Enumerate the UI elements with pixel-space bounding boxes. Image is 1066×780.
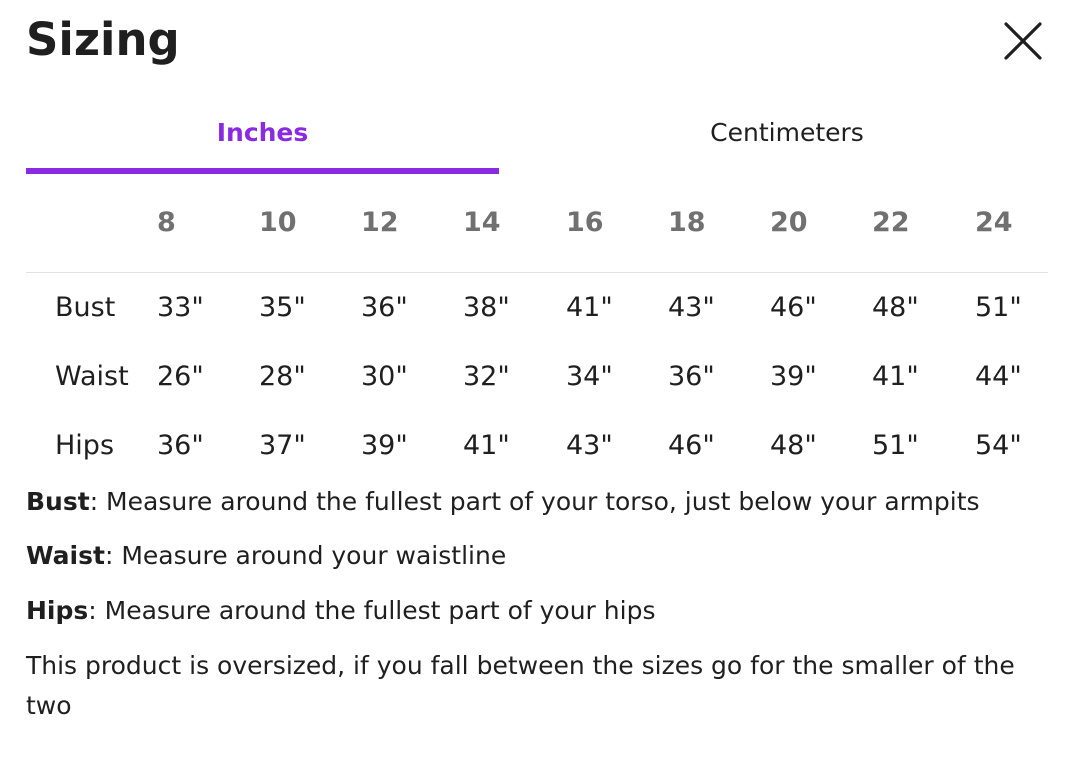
table-cell: 36": [361, 292, 408, 323]
table-cell: 46": [770, 292, 817, 323]
close-icon: [1002, 20, 1044, 62]
header-divider: [26, 272, 1048, 273]
table-cell: 43": [566, 430, 613, 461]
tab-inches[interactable]: Inches: [216, 118, 309, 147]
note-term: Bust: [26, 487, 90, 516]
table-cell: 26": [157, 361, 204, 392]
table-cell: 46": [668, 430, 715, 461]
note-term: Hips: [26, 596, 89, 625]
size-header-row: [0, 200, 1066, 246]
row-label: Hips: [55, 430, 115, 461]
note-waist: [26, 536, 506, 576]
close-button[interactable]: [1002, 20, 1044, 62]
table-cell: 38": [463, 292, 510, 323]
table-cell: 37": [259, 430, 306, 461]
row-label: Waist: [55, 361, 129, 392]
table-cell: 54": [975, 430, 1022, 461]
table-cell: 43": [668, 292, 715, 323]
table-cell: 34": [566, 361, 613, 392]
table-cell: 36": [157, 430, 204, 461]
note-oversized: This product is oversized, if you fall between the sizes go for the smaller of the two: [26, 651, 1015, 720]
table-cell: 41": [566, 292, 613, 323]
table-row-bust: [0, 286, 1066, 330]
note-term: Waist: [26, 541, 105, 570]
table-cell: 41": [872, 361, 919, 392]
table-row-waist: [0, 355, 1066, 399]
note-text: : Measure around the fullest part of your hips: [88, 596, 656, 625]
table-cell: 44": [975, 361, 1022, 392]
size-header-cell: 24: [975, 207, 1013, 238]
table-cell: 33": [157, 292, 204, 323]
table-cell: 41": [463, 430, 510, 461]
size-header-cell: 14: [463, 207, 501, 238]
size-header-cell: 18: [668, 207, 706, 238]
table-cell: 32": [463, 361, 510, 392]
size-header-cell: 8: [157, 207, 176, 238]
dialog-title: Sizing: [26, 13, 180, 66]
table-cell: 36": [668, 361, 715, 392]
tab-centimeters[interactable]: Centimeters: [710, 118, 864, 147]
table-cell: 30": [361, 361, 408, 392]
size-header-cell: 22: [872, 207, 910, 238]
size-header-cell: 20: [770, 207, 808, 238]
table-cell: 48": [872, 292, 919, 323]
table-cell: 51": [975, 292, 1022, 323]
note-text: : Measure around your waistline: [104, 541, 507, 570]
table-cell: 51": [872, 430, 919, 461]
table-cell: 39": [361, 430, 408, 461]
note-bust: [26, 482, 980, 522]
note-hips: [26, 591, 655, 631]
note-text: : Measure around the fullest part of your torso, just below your armpits: [89, 487, 980, 516]
table-row-hips: [0, 424, 1066, 468]
table-cell: 39": [770, 361, 817, 392]
unit-tabs: [26, 100, 1048, 176]
table-cell: 35": [259, 292, 306, 323]
table-cell: 28": [259, 361, 306, 392]
active-tab-indicator: [26, 168, 499, 174]
table-cell: 48": [770, 430, 817, 461]
size-header-cell: 10: [259, 207, 297, 238]
size-header-cell: 12: [361, 207, 399, 238]
row-label: Bust: [55, 292, 116, 323]
size-header-cell: 16: [566, 207, 604, 238]
